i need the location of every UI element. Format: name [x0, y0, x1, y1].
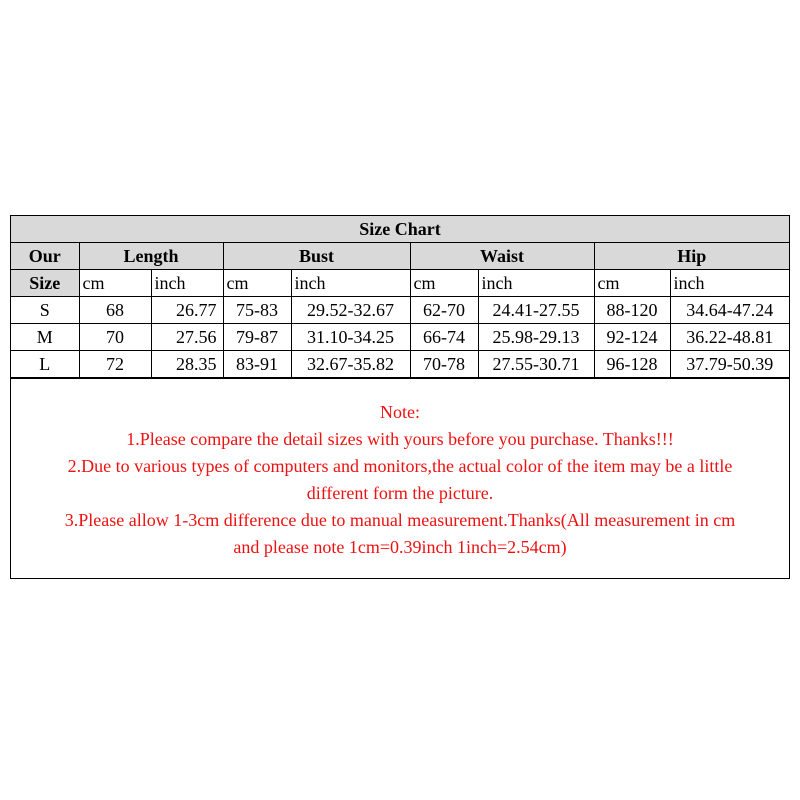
header-bust: Bust [223, 243, 410, 270]
unit-inch: inch [478, 270, 594, 297]
note-line-1: 1.Please compare the detail sizes with yours before you purchase. Thanks!!! [126, 429, 674, 449]
bust-cm: 79-87 [223, 324, 291, 351]
waist-inch: 27.55-30.71 [478, 351, 594, 378]
note-line-2a: 2.Due to various types of computers and monitors,the actual color of the item may be a little [67, 456, 733, 476]
table-row [11, 324, 789, 351]
unit-cm: cm [223, 270, 291, 297]
hip-cm: 92-124 [594, 324, 670, 351]
note-line-2b: different form the picture. [306, 483, 494, 503]
group-header-row [11, 243, 789, 270]
waist-inch: 25.98-29.13 [478, 324, 594, 351]
waist-cm: 70-78 [410, 351, 478, 378]
bust-inch: 31.10-34.25 [291, 324, 410, 351]
hip-inch: 36.22-48.81 [670, 324, 789, 351]
size-label: L [11, 351, 79, 378]
bust-inch: 32.67-35.82 [291, 351, 410, 378]
size-header-size: Size [11, 270, 79, 297]
unit-cm: cm [79, 270, 151, 297]
size-chart [10, 215, 790, 579]
table-title: Size Chart [11, 216, 789, 243]
waist-cm: 66-74 [410, 324, 478, 351]
note-heading: Note: [380, 402, 420, 422]
waist-cm: 62-70 [410, 297, 478, 324]
size-table [11, 216, 789, 378]
hip-cm: 88-120 [594, 297, 670, 324]
length-cm: 68 [79, 297, 151, 324]
unit-header-row [11, 270, 789, 297]
bust-inch: 29.52-32.67 [291, 297, 410, 324]
size-label: S [11, 297, 79, 324]
length-inch: 26.77 [151, 297, 223, 324]
unit-inch: inch [291, 270, 410, 297]
notes-section [11, 378, 789, 578]
length-inch: 27.56 [151, 324, 223, 351]
unit-inch: inch [151, 270, 223, 297]
unit-cm: cm [594, 270, 670, 297]
unit-cm: cm [410, 270, 478, 297]
length-cm: 70 [79, 324, 151, 351]
note-line-3a: 3.Please allow 1-3cm difference due to manual measurement.Thanks(All measurement in cm [64, 510, 736, 530]
header-length: Length [79, 243, 223, 270]
length-inch: 28.35 [151, 351, 223, 378]
unit-inch: inch [670, 270, 789, 297]
note-line-3b: and please note 1cm=0.39inch 1inch=2.54cm) [233, 537, 567, 557]
hip-inch: 37.79-50.39 [670, 351, 789, 378]
hip-cm: 96-128 [594, 351, 670, 378]
table-row [11, 351, 789, 378]
hip-inch: 34.64-47.24 [670, 297, 789, 324]
size-label: M [11, 324, 79, 351]
header-hip: Hip [594, 243, 789, 270]
bust-cm: 75-83 [223, 297, 291, 324]
bust-cm: 83-91 [223, 351, 291, 378]
waist-inch: 24.41-27.55 [478, 297, 594, 324]
size-header-our: Our [11, 243, 79, 270]
title-row [11, 216, 789, 243]
header-waist: Waist [410, 243, 594, 270]
length-cm: 72 [79, 351, 151, 378]
table-row [11, 297, 789, 324]
